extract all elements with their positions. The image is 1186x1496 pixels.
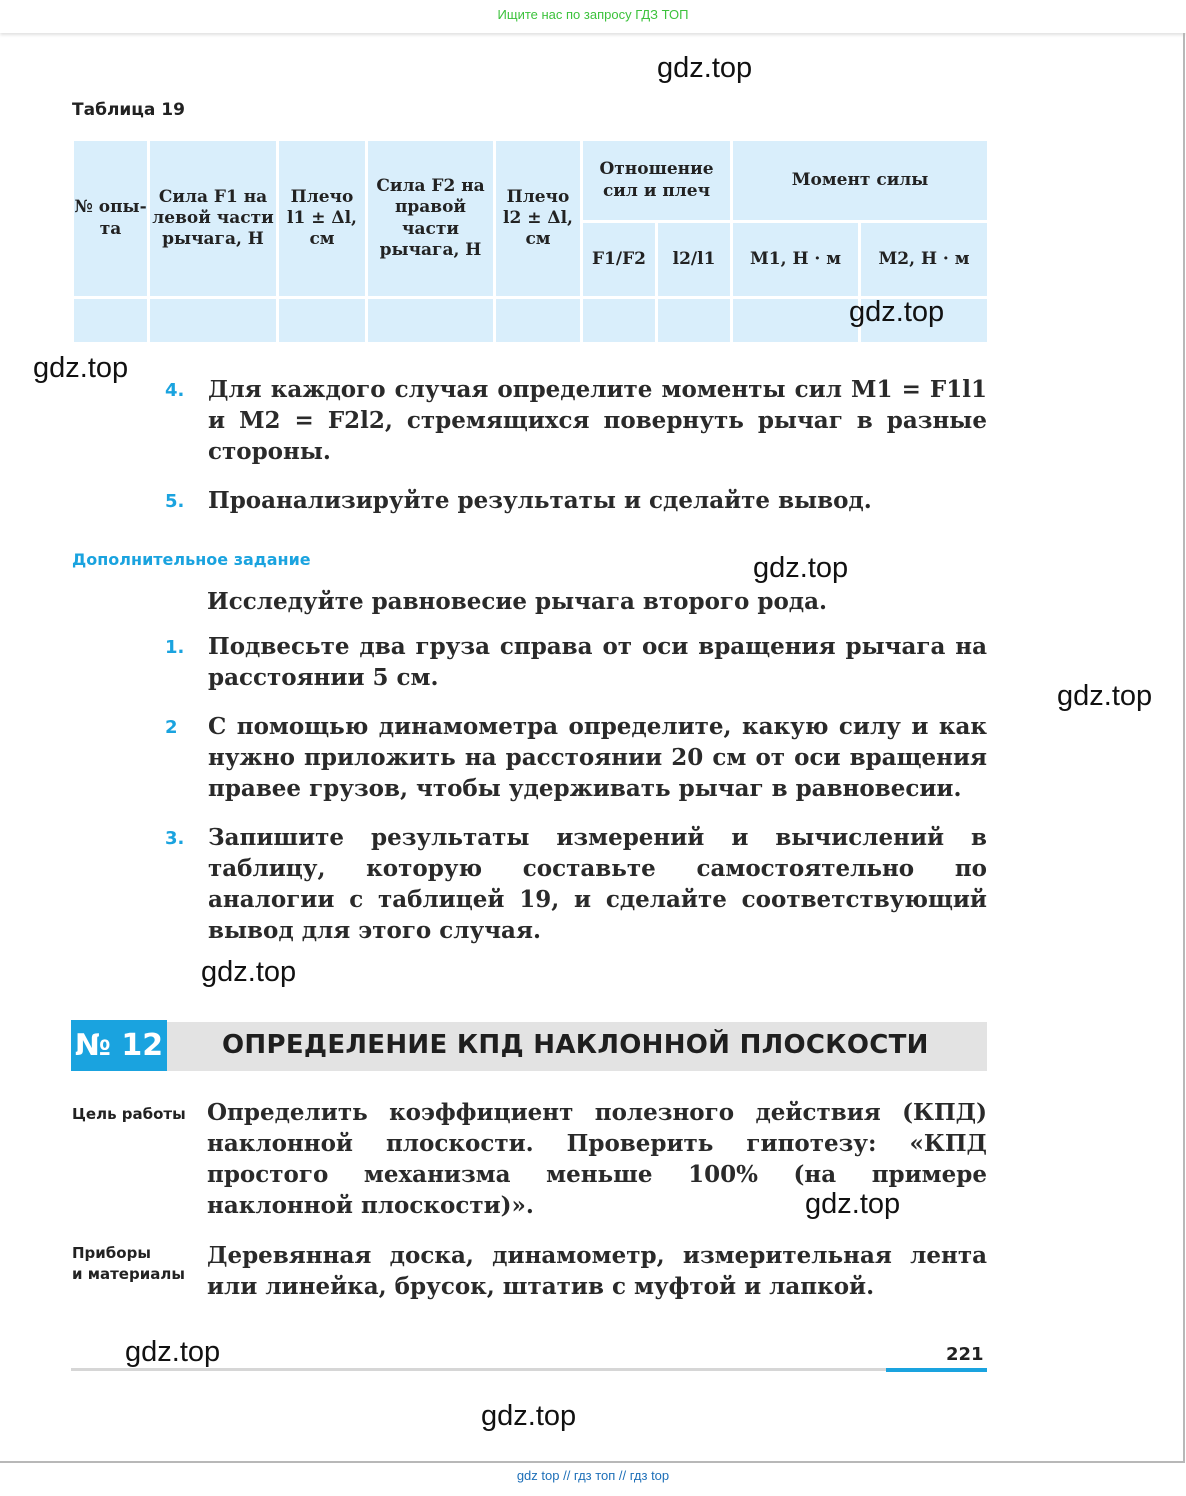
watermark: gdz.top [481,1400,577,1432]
header-experiment-number: № опы-та [73,140,149,298]
lab-title: ОПРЕДЕЛЕНИЕ КПД НАКЛОННОЙ ПЛОСКОСТИ [222,1030,929,1060]
materials-label-line1: Приборы [72,1244,151,1262]
extra-task-heading: Дополнительное задание [72,550,311,569]
header-ratio: Отношение сил и плеч [582,140,732,222]
header-ratio-forces: F1/F2 [582,222,657,298]
step-number: 1. [165,637,185,658]
header-moment: Момент силы [732,140,989,222]
step-4 [165,374,987,467]
step-5 [165,485,987,516]
table-cell[interactable] [657,298,732,344]
watermark: gdz.top [657,52,753,84]
header-moment-m1: M1, Н · м [732,222,860,298]
step-text: Проанализируйте результаты и сделайте вывод. [208,487,872,514]
table-cell[interactable] [149,298,278,344]
watermark: gdz.top [753,552,849,584]
extra-task-intro: Исследуйте равновесие рычага второго рода. [207,588,828,615]
step-number: 5. [165,491,185,512]
table-cell[interactable] [732,298,860,344]
top-banner[interactable]: Ищите нас по запросу ГДЗ ТОП [0,0,1186,33]
table-cell[interactable] [582,298,657,344]
extra-step-2 [165,711,987,804]
header-arm-l1: Плечо l1 ± Δl, см [278,140,367,298]
materials-text: Деревянная доска, динамометр, измерительная лента или линейка, брусок, штатив с муфтой и лапкой. [207,1242,987,1300]
watermark: gdz.top [1057,680,1153,712]
table-caption: Таблица 19 [72,100,185,120]
step-text: С помощью динамометра определите, какую силу и как нужно приложить на расстоянии 20 см от оси вращения правее грузов, чтобы удерживать рычаг в равновесии. [208,713,987,802]
watermark: gdz.top [805,1188,901,1220]
bottom-accent-bar [886,1368,987,1372]
header-force-f1: Сила F1 на левой части рычага, Н [149,140,278,298]
footer-links[interactable]: gdz top // гдз топ // гдз top [516,1468,670,1483]
watermark: gdz.top [201,956,297,988]
watermark: gdz.top [125,1336,221,1368]
goal-text: Определить коэффициент полезного действия (КПД) наклонной плоскости. Проверить гипотезу: «КПД простого механизма меньше 100% (на примере наклонной плоскости)». [207,1099,987,1219]
table-cell[interactable] [73,298,149,344]
step-text: Подвесьте два груза справа от оси вращения рычага на расстоянии 5 см. [208,633,987,691]
table-cell[interactable] [495,298,582,344]
extra-step-3 [165,822,987,946]
watermark: gdz.top [33,352,129,384]
materials-label-line2: и материалы [72,1265,185,1283]
lab-number-badge: № 12 [71,1020,167,1071]
table-cell[interactable] [367,298,495,344]
page-number: 221 [946,1344,984,1365]
table-cell[interactable] [278,298,367,344]
header-ratio-arms: l2/l1 [657,222,732,298]
step-text: Запишите результаты измерений и вычислений в таблицу, которую составьте самостоятельно по аналогии с таблицей 19, и сделайте соответствующий вывод для этого случая. [208,824,987,944]
goal-label: Цель работы [72,1105,186,1123]
extra-step-1 [165,631,987,693]
step-number: 4. [165,380,185,401]
header-force-f2: Сила F2 на правой части рычага, Н [367,140,495,298]
header-moment-m2: M2, Н · м [860,222,989,298]
step-number: 2 [165,717,178,738]
step-text: Для каждого случая определите моменты сил M1 = F1l1 и M2 = F2l2, стремящихся повернуть рычаг в разные стороны. [208,376,987,465]
header-arm-l2: Плечо l2 ± Δl, см [495,140,582,298]
watermark: gdz.top [849,296,945,328]
step-number: 3. [165,828,185,849]
